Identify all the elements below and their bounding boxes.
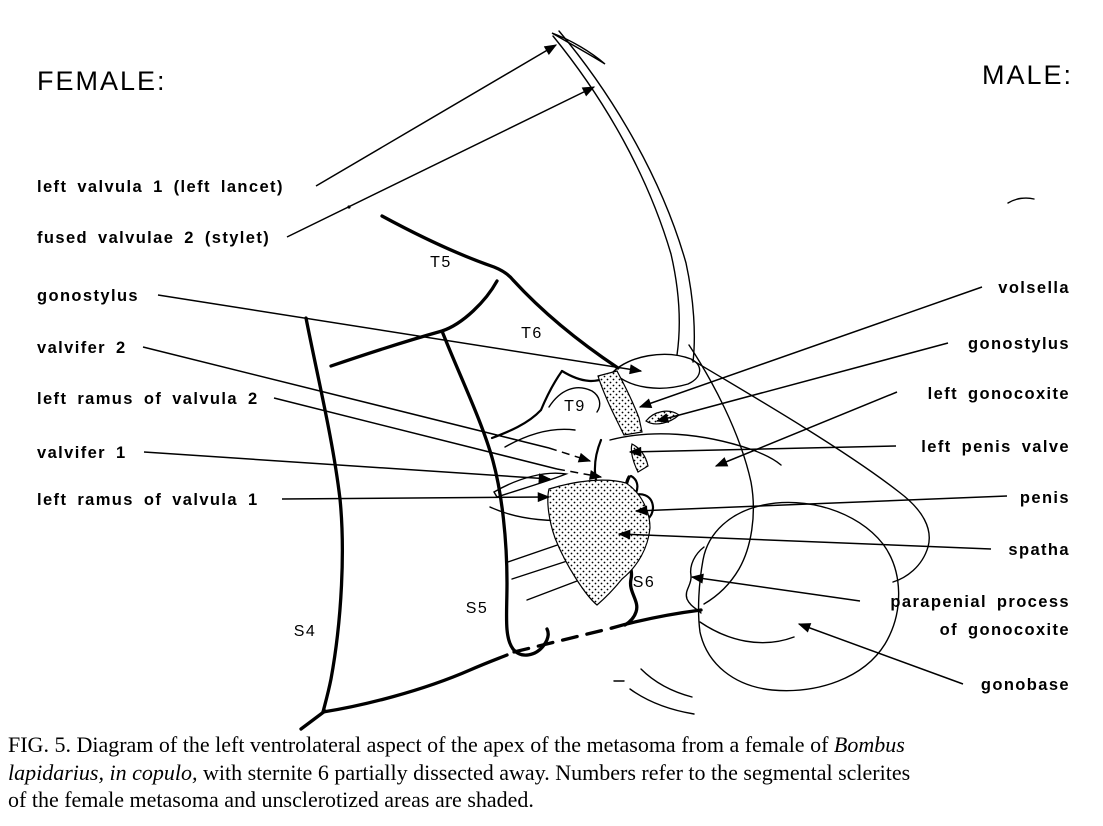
segment-label-t5: T5 — [430, 254, 452, 271]
bottom-edge-spur — [301, 711, 325, 729]
gonobase-toe-2 — [630, 689, 694, 714]
leader-valvifer-1 — [144, 452, 550, 479]
label-left-ramus-valvula-1: left ramus of valvula 1 — [37, 491, 259, 509]
leader-spatha — [619, 534, 991, 549]
sternite-boundary-s4-s5 — [306, 318, 342, 712]
label-gonobase: gonobase — [980, 676, 1070, 694]
segment-label-s4: S4 — [293, 623, 317, 640]
sting-tip-outline — [552, 33, 605, 64]
drawing-lines — [301, 31, 1034, 729]
label-valvifer-1: valvifer 1 — [37, 444, 127, 462]
sting-outer-curve — [559, 31, 694, 362]
gonobase-crease — [700, 622, 794, 643]
stipple-area-small — [631, 444, 648, 472]
label-left-ramus-valvula-2: left ramus of valvula 2 — [37, 390, 259, 408]
caption-line-3-regular: of the female metasoma and unsclerotized areas are shaded. — [8, 787, 534, 812]
leader-fused-valvulae-2 — [287, 87, 594, 237]
leader-parapenial-process — [692, 577, 860, 601]
caption-line-1-italic: Bombus — [833, 732, 905, 757]
leader-valvifer-2-dashed — [549, 448, 590, 461]
label-fused-valvulae-2: fused valvulae 2 (stylet) — [37, 229, 271, 247]
figure-caption — [8, 731, 1098, 814]
label-spatha: spatha — [1008, 541, 1070, 559]
female-heading: FEMALE: — [37, 66, 167, 96]
sting-inner-curve — [553, 36, 679, 355]
gonostylus-body-outline — [613, 354, 700, 388]
label-penis: penis — [1019, 489, 1070, 507]
gonobase-outline — [699, 502, 899, 690]
label-gonostylus-male: gonostylus — [967, 335, 1070, 353]
leader-lines — [143, 45, 1007, 684]
dissection-dashed-edge — [514, 628, 612, 652]
male-heading: MALE: — [981, 60, 1073, 90]
caption-line-1 — [8, 731, 1098, 759]
caption-line-3 — [8, 786, 1098, 814]
label-parapenial-process-line2: of gonocoxite — [939, 621, 1070, 639]
diagram-text — [37, 60, 1073, 694]
leader-penis — [636, 496, 1007, 511]
leader-left-ramus-valvula-1 — [282, 497, 549, 499]
metasoma-bottom-edge — [323, 655, 507, 712]
gonocoxite-left-edge — [689, 345, 753, 604]
label-parapenial-process-line1: parapenial process — [890, 593, 1070, 611]
tergite-boundary-t6-arch — [331, 281, 497, 366]
label-valvifer-2: valvifer 2 — [37, 339, 127, 357]
segment-label-t9: T9 — [564, 398, 586, 415]
leader-left-gonocoxite — [716, 392, 897, 466]
caption-line-1-regular: FIG. 5. Diagram of the left ventrolateral aspect of the apex of the metasoma from a female of — [8, 732, 834, 757]
label-gonostylus-female: gonostylus — [37, 287, 140, 305]
gonobase-toe-1 — [641, 669, 692, 697]
stipple-area-volsella — [646, 411, 679, 424]
label-left-gonocoxite: left gonocoxite — [927, 385, 1070, 403]
stray-mark-top-right — [1008, 198, 1034, 203]
segment-label-s6: S6 — [632, 574, 656, 591]
leader-left-ramus-valvula-2-solid — [274, 398, 557, 469]
label-left-valvula-1: left valvula 1 (left lancet) — [37, 178, 284, 196]
leader-gonostylus-male — [657, 343, 948, 421]
label-left-penis-valve: left penis valve — [921, 438, 1070, 456]
label-volsella: volsella — [998, 279, 1070, 297]
segment-label-t6: T6 — [521, 325, 543, 342]
t9-lower-outline — [505, 429, 575, 447]
parapenial-notch — [686, 547, 704, 613]
stipple-area-upper — [598, 371, 642, 435]
caption-line-2 — [8, 759, 1098, 787]
caption-line-2-regular: with sternite 6 partially dissected away. Numbers refer to the segmental sclerites — [197, 759, 911, 785]
segment-label-s5: S5 — [465, 600, 489, 617]
tergite-boundary-t5-t6 — [382, 216, 618, 368]
caption-line-2-italic: lapidarius, in copulo, — [8, 759, 198, 785]
leader-gonobase — [799, 624, 963, 684]
